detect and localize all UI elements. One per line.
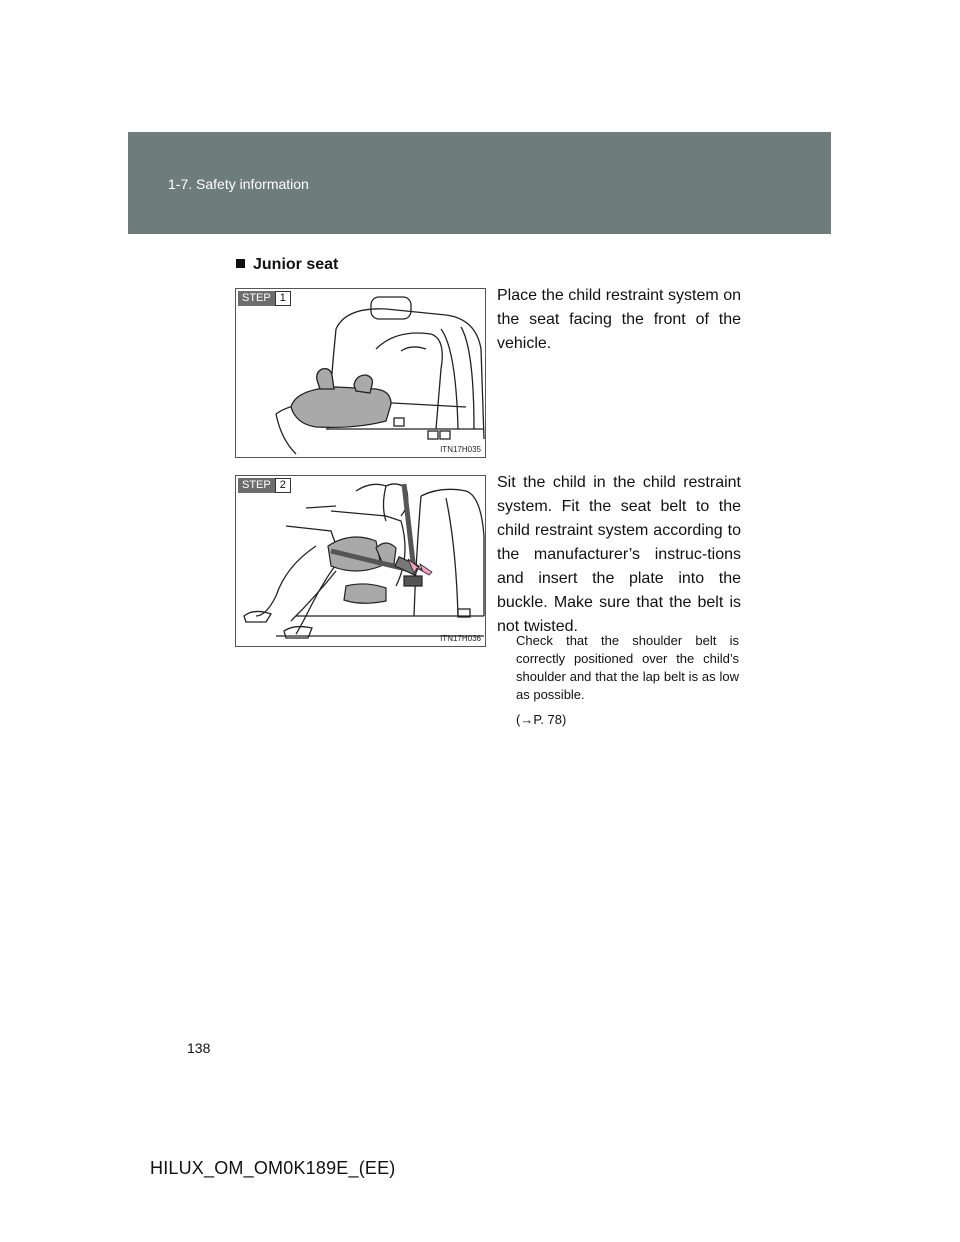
note-text: Check that the shoulder belt is correctly positioned over the child’s shoulder and that the lap belt is as low as possible. [516,633,739,702]
junior-seat-on-rear-seat-drawing [236,289,485,457]
figure-code: ITN17H035 [440,445,481,454]
step-2-text: Sit the child in the child restraint system. Fit the seat belt to the child restraint system according to the manufacturer’s instruc-tions and insert the plate into the buckle. Make sure that the belt is not twisted. [497,474,741,635]
step-badge-label: STEP [238,291,275,306]
page-heading [236,256,338,274]
page-number: 138 [187,1040,211,1056]
step-1-illustration [235,288,486,458]
square-bullet-icon [236,259,245,268]
footer-document-code: HILUX_OM_OM0K189E_(EE) [150,1158,396,1178]
figure-code: ITN17H036 [440,634,481,643]
header-band [128,132,831,234]
step-badge-number: 1 [275,291,291,306]
step-2-illustration [235,475,486,647]
step-badge-label: STEP [238,478,275,493]
step-badge-number: 2 [275,478,291,493]
child-in-junior-seat-drawing [236,476,485,646]
heading-text: Junior seat [253,256,339,273]
page-reference-link[interactable]: (→P. 78) [516,712,567,727]
section-title: 1-7. Safety information [168,176,309,192]
step-1-text: Place the child restraint system on the seat facing the front of the vehicle. [497,287,741,352]
